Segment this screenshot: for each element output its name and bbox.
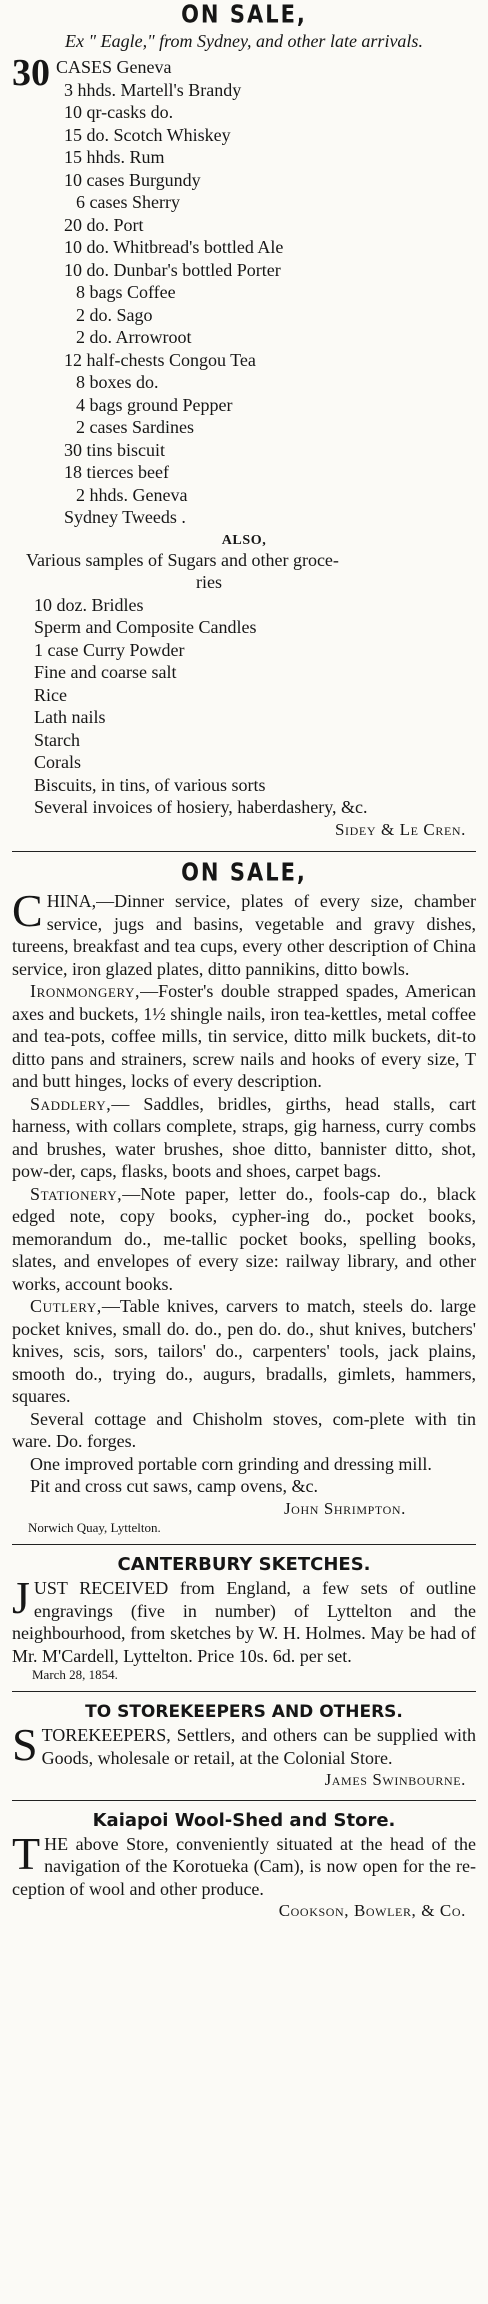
list-item: 2 do. Arrowroot — [76, 327, 192, 347]
list-item: 6 cases Sherry — [76, 192, 180, 212]
list-item: 10 do. Whitbread's bottled Ale — [64, 237, 284, 257]
ad2-mill: One improved portable corn grinding and dressing mill. — [30, 1453, 432, 1474]
ad5-signature: Cookson, Bowler, & Co. — [278, 1901, 466, 1920]
ad2-signature: John Shrimpton. — [283, 1498, 406, 1518]
list-item: 2 do. Sago — [76, 304, 153, 325]
ad1-subheading: Ex " Eagle," from Sydney, and other late arrivals. — [65, 31, 423, 51]
list-item: Biscuits, in tins, of various sorts — [34, 774, 266, 795]
ad2-saws: Pit and cross cut saws, camp ovens, &c. — [30, 1476, 318, 1496]
ad2-heading: ON SALE, — [181, 857, 307, 887]
ad3-body — [12, 1572, 476, 1667]
list-item: 15 do. Scotch Whiskey — [64, 124, 231, 145]
ad2-ironmongery-text: —Foster's double strapped spades, American axes and buckets, 1½ shingle nails, iron tea-kettles, metal coffee and tea-pots, coffee mills, tin service, ditto milk buckets, dit-to ditto pans and strainers, screw nails and hooks of every size, T and butt hinges, locks of every description. — [12, 981, 476, 1091]
ad2-cutlery-label: Cutlery, — [30, 1296, 102, 1316]
ad1-lead-text: CASES Geneva — [56, 57, 172, 77]
ad4-text: TOREKEEPERS, Settlers, and others can be supplied with Goods, wholesale or retail, at the Colonial Store. — [41, 1725, 476, 1768]
ad1-lead-number: 30 — [12, 52, 50, 94]
list-item: 18 tierces beef — [64, 462, 169, 482]
ad-on-sale-eagle — [12, 2, 476, 841]
list-item: Sperm and Composite Candles — [34, 617, 257, 637]
ad-canterbury-sketches — [12, 1553, 476, 1683]
ad1-signature: Sidey & Le Cren. — [335, 819, 466, 839]
list-item: 8 bags Coffee — [76, 282, 176, 302]
ad2-stationery-label: Stationery, — [30, 1183, 123, 1204]
divider — [12, 1800, 476, 1801]
ad2-cutlery-text: —Table knives, carvers to match, steels do. large pocket knives, small do. do., pen do. do., shut knives, butchers' knives, scis, sors, tailors' do., carpenters' tools, jack plains, smooth do., trying do., augurs, bradalls, gimlets, hammers, squares. — [12, 1296, 476, 1406]
ad-storekeepers — [12, 1700, 476, 1792]
ad2-china — [12, 885, 476, 980]
list-item: 3 hhds. Martell's Brandy — [64, 79, 242, 100]
list-item: Rice — [34, 684, 67, 705]
divider — [12, 1544, 476, 1545]
list-item: 2 hhds. Geneva — [76, 484, 188, 505]
list-item: 12 half-chests Congou Tea — [64, 349, 256, 370]
ad2-saddlery — [12, 1093, 476, 1183]
ad1-items — [12, 79, 476, 529]
ad-kaiapoi — [12, 1809, 476, 1923]
ad1-also: ALSO, — [221, 532, 267, 548]
ad3-date: March 28, 1854. — [32, 1667, 118, 1682]
ad2-ironmongery — [12, 980, 476, 1093]
divider — [12, 1691, 476, 1692]
ad5-text: HE above Store, conveniently situated at the head of the navigation of the Korotueka (Cam), is now open for the re-ception of wool and other produce. — [12, 1833, 476, 1899]
ad3-text: UST RECEIVED from England, a few sets of outline engravings (five in number) of Lyttelton and the neighbourhood, from sketches by W. H. Holmes. May be had of Mr. M'Cardell, Lyttelton. Price 10s. 6d. per set. — [12, 1578, 476, 1666]
list-item: 20 do. Port — [64, 214, 144, 235]
list-item: ries — [196, 572, 222, 592]
list-item: 15 hhds. Rum — [64, 147, 165, 167]
ad3-initial: J — [12, 1572, 30, 1623]
ad-on-sale-shrimpton — [12, 857, 476, 1536]
ad1-heading: ON SALE, — [181, 0, 307, 29]
ad4-body — [12, 1719, 476, 1770]
ad2-stationery — [12, 1183, 476, 1296]
ad2-stationery-text: —Note paper, letter do., fools-cap do., black edged note, copy books, cypher-ing do., pocket books, memorandum do., me-tallic pocket books, spelling books, slates, and envelopes of every size: railway library, and other works, account books. — [12, 1183, 476, 1294]
list-item: 10 doz. Bridles — [34, 594, 144, 615]
ad5-body — [12, 1827, 476, 1901]
list-item: Starch — [34, 729, 80, 750]
divider — [12, 851, 476, 852]
ad3-heading: CANTERBURY SKETCHES. — [117, 1554, 371, 1575]
ad2-saddlery-text: — Saddles, bridles, girths, head stalls, cart harness, with collars complete, straps, gig harness, curry combs and brushes, water brushes, shoe ditto, bannister ditto, shot, pow-der, caps, flasks, boots and shoes, carpet bags. — [12, 1093, 476, 1181]
list-item: 1 case Curry Powder — [34, 639, 185, 660]
list-item: Fine and coarse salt — [34, 662, 177, 682]
ad2-cutlery — [12, 1295, 476, 1408]
list-item: 10 do. Dunbar's bottled Porter — [64, 259, 281, 280]
list-item: 4 bags ground Pepper — [76, 394, 233, 415]
list-item: Lath nails — [34, 707, 106, 727]
ad4-initial: S — [12, 1719, 38, 1770]
list-item: 8 boxes do. — [76, 372, 159, 392]
list-item: Corals — [34, 752, 81, 772]
ad2-china-initial: C — [12, 885, 43, 936]
list-item: 30 tins biscuit — [64, 439, 166, 460]
ad5-heading: Kaiapoi Wool-Shed and Store. — [92, 1809, 396, 1831]
ad4-heading: TO STOREKEEPERS AND OTHERS. — [85, 1702, 403, 1722]
list-item: Sydney Tweeds . — [64, 507, 186, 527]
list-item: 10 qr-casks do. — [64, 102, 174, 122]
list-item: 2 cases Sardines — [76, 417, 194, 437]
ad2-stoves: Several cottage and Chisholm stoves, com-plete with tin ware. Do. forges. — [12, 1408, 476, 1451]
ad2-china-text: HINA,—Dinner service, plates of every size, chamber service, jugs and basins, vegetable and gravy dishes, tureens, breakfast and tea cups, every other description of China service, iron glazed plates, ditto pannikins, ditto bowls. — [12, 891, 476, 979]
ad2-saddlery-label: Saddlery, — [30, 1093, 112, 1114]
list-item: Several invoices of hosiery, haberdashery, &c. — [34, 797, 368, 817]
ad2-address: Norwich Quay, Lyttelton. — [28, 1520, 161, 1535]
ad2-ironmongery-label: Ironmongery, — [30, 981, 141, 1001]
list-item: 10 cases Burgundy — [64, 169, 201, 190]
ad5-initial: T — [12, 1827, 41, 1879]
list-item: Various samples of Sugars and other groce- — [26, 549, 339, 570]
ad1-also-items — [12, 549, 476, 819]
ad4-signature: James Swinbourne. — [324, 1770, 466, 1789]
